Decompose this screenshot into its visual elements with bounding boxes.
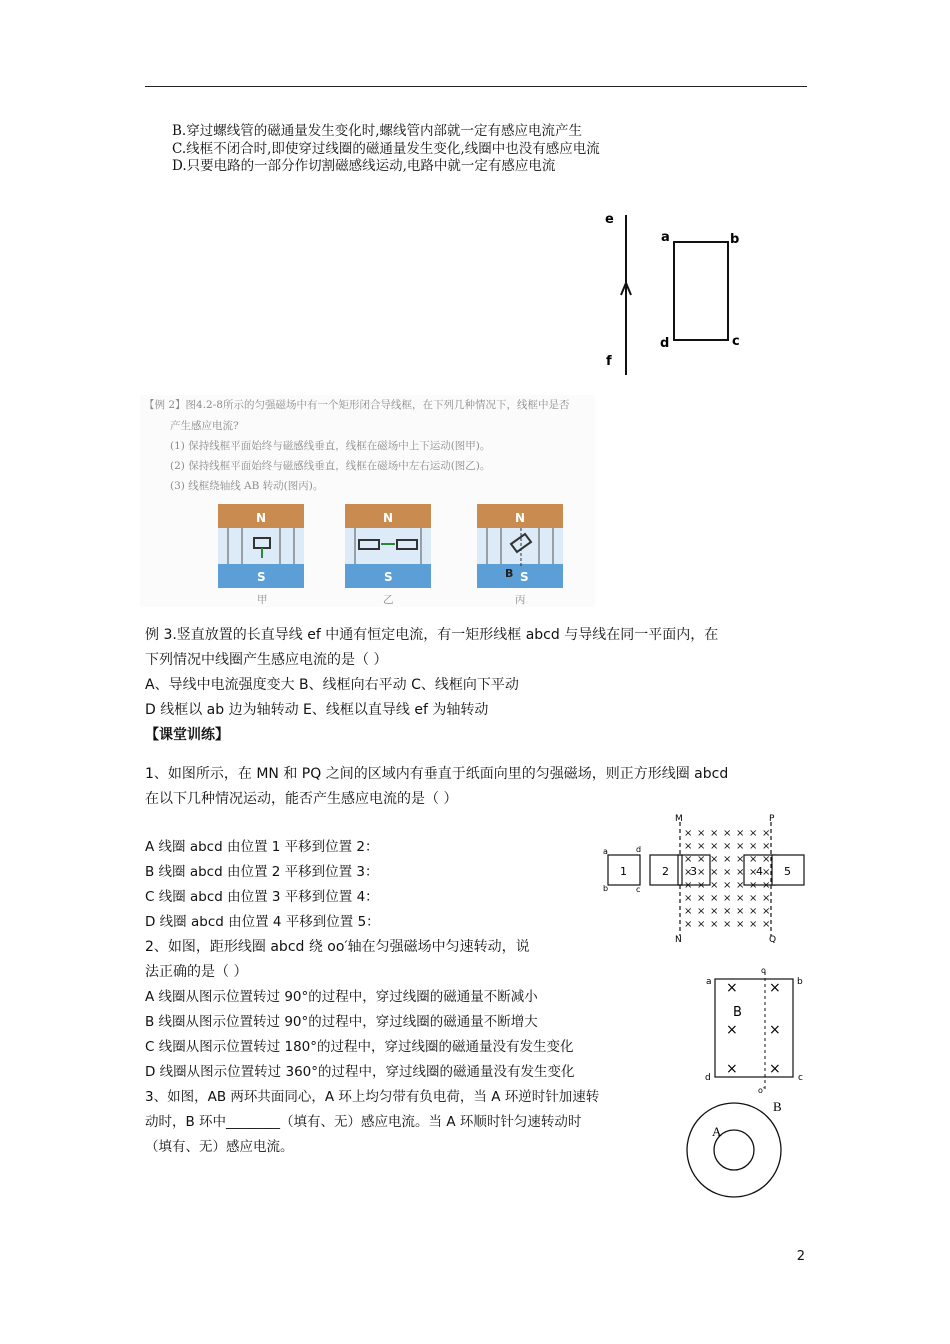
field-cross: ×	[723, 854, 732, 865]
field-cross: ×	[749, 841, 758, 852]
field-crosses	[684, 828, 770, 930]
ring-a-label: A	[712, 1124, 722, 1139]
caption-jia: 甲	[257, 594, 268, 606]
field-cross: ×	[749, 854, 758, 865]
example3-line1: 例 3.竖直放置的长直导线 ef 中通有恒定电流，有一矩形线框 abcd 与导线在同一平面内，在	[145, 627, 719, 643]
field-cross: ×	[723, 880, 732, 891]
q2-line2: 法正确的是（ ）	[145, 964, 248, 980]
rotating-coil-figure	[700, 962, 812, 1094]
field-cross: ×	[723, 906, 732, 917]
field-cross: ×	[762, 893, 771, 904]
example2-line2: 产生感应电流?	[170, 420, 239, 432]
field-cross: ×	[736, 828, 745, 839]
field-cross: ×	[697, 893, 706, 904]
pos-3: 3	[690, 865, 697, 878]
q2-line1: 2、如图，距形线圈 abcd 绕 oo′轴在匀强磁场中匀速转动，说	[145, 939, 530, 955]
field-cross: ×	[749, 867, 758, 878]
axis-b-label: B	[505, 567, 514, 580]
field-cross: ×	[684, 854, 693, 865]
south-label: S	[257, 570, 266, 584]
label-p: P	[769, 814, 775, 824]
loop-abcd	[674, 242, 728, 340]
sq-label-a: a	[603, 847, 608, 856]
magnet-bing	[477, 504, 563, 588]
label-e: e	[605, 212, 614, 227]
north-label: N	[256, 511, 267, 525]
field-cross: ×	[762, 854, 771, 865]
field-cross: ×	[710, 919, 719, 930]
field-cross: ×	[684, 841, 693, 852]
north-label: N	[515, 511, 526, 525]
coil-label-d: d	[705, 1073, 711, 1083]
page-number: 2	[796, 1249, 805, 1264]
field-cross: ×	[749, 919, 758, 930]
example3-options-1: A、导线中电流强度变大 B、线框向右平动 C、线框向下平动	[145, 677, 519, 693]
field-cross: ×	[723, 867, 732, 878]
field-cross: ×	[684, 893, 693, 904]
field-b-label: B	[733, 1005, 742, 1020]
field-cross: ×	[723, 828, 732, 839]
cross-1: ×	[726, 980, 738, 996]
cross-2: ×	[769, 980, 781, 996]
field-cross: ×	[697, 828, 706, 839]
q1-line1: 1、如图所示，在 MN 和 PQ 之间的区域内有垂直于纸面向里的匀强磁场，则正方形线圈 abcd	[145, 766, 729, 782]
field-cross: ×	[684, 880, 693, 891]
field-cross: ×	[736, 854, 745, 865]
q2-option-d: D 线圈从图示位置转过 360°的过程中，穿过线圈的磁通量没有发生变化	[145, 1064, 575, 1080]
label-b: b	[730, 232, 740, 247]
field-cross: ×	[749, 893, 758, 904]
field-cross: ×	[697, 880, 706, 891]
sq-label-b: b	[603, 884, 609, 893]
field-cross: ×	[749, 906, 758, 917]
ring-b	[687, 1103, 781, 1197]
cross-4: ×	[769, 1022, 781, 1038]
field-cross: ×	[749, 880, 758, 891]
field-cross: ×	[710, 893, 719, 904]
concentric-rings-figure	[680, 1090, 790, 1210]
field-cross: ×	[762, 919, 771, 930]
example3-options-2: D 线框以 ab 边为轴转动 E、线框以直导线 ef 为轴转动	[145, 702, 489, 718]
label-d: d	[660, 336, 670, 351]
label-a: a	[661, 230, 670, 245]
field-cross: ×	[697, 841, 706, 852]
south-label: S	[520, 570, 529, 584]
example2-item3: (3) 线框绕轴线 AB 转动(图丙)。	[170, 480, 324, 492]
q1-option-b: B 线圈 abcd 由位置 2 平移到位置 3：	[145, 864, 379, 880]
field-cross: ×	[697, 854, 706, 865]
pos-1: 1	[620, 865, 627, 878]
q2-option-c: C 线圈从图示位置转过 180°的过程中，穿过线圈的磁通量没有发生变化	[145, 1039, 574, 1055]
example2-heading: 【例 2】图4.2-8所示的匀强磁场中有一个矩形闭合导线框，在下列几种情况下，线框中是否	[144, 399, 570, 411]
field-cross: ×	[684, 867, 693, 878]
label-n: N	[675, 935, 682, 944]
field-cross: ×	[762, 828, 771, 839]
field-cross: ×	[762, 906, 771, 917]
caption-yi: 乙	[383, 594, 394, 606]
q1-option-a: A 线圈 abcd 由位置 1 平移到位置 2：	[145, 839, 379, 855]
option-b-prev: B.穿过螺线管的磁通量发生变化时,螺线管内部就一定有感应电流产生	[172, 123, 583, 139]
field-cross: ×	[684, 828, 693, 839]
option-d-prev: D.只要电路的一部分作切割磁感线运动,电路中就一定有感应电流	[172, 158, 556, 174]
ring-b-label: B	[773, 1099, 782, 1114]
q1-option-d: D 线圈 abcd 由位置 4 平移到位置 5：	[145, 914, 380, 930]
option-c-prev: C.线框不闭合时,即使穿过线圈的磁通量发生变化,线圈中也没有感应电流	[172, 141, 600, 157]
field-cross: ×	[736, 919, 745, 930]
field-cross: ×	[736, 867, 745, 878]
example2-item2: (2) 保持线框平面始终与磁感线垂直，线框在磁场中左右运动(图乙)。	[170, 460, 491, 472]
cross-5: ×	[726, 1061, 738, 1077]
pos-2: 2	[662, 865, 669, 878]
top-rule	[145, 86, 807, 87]
field-cross: ×	[710, 906, 719, 917]
field-cross: ×	[736, 841, 745, 852]
south-label: S	[384, 570, 393, 584]
label-q: Q	[769, 935, 777, 944]
magnet-jia	[218, 504, 304, 588]
caption-bing: 丙	[515, 594, 526, 606]
example3-line2: 下列情况中线圈产生感应电流的是（ ）	[145, 652, 388, 668]
axis-label-o: o	[761, 966, 766, 975]
label-m: M	[675, 814, 683, 824]
field-cross: ×	[710, 828, 719, 839]
q3-line1: 3、如图，AB 两环共面同心，A 环上均匀带有负电荷，当 A 环逆时针加速转	[145, 1089, 600, 1105]
north-label: N	[383, 511, 394, 525]
q2-option-a: A 线圈从图示位置转过 90°的过程中，穿过线圈的磁通量不断减小	[145, 989, 538, 1005]
cross-3: ×	[726, 1022, 738, 1038]
field-cross: ×	[697, 867, 706, 878]
coil-label-b: b	[797, 977, 803, 987]
field-cross: ×	[684, 906, 693, 917]
field-cross: ×	[710, 880, 719, 891]
pos-5: 5	[784, 865, 791, 878]
pos-4: 4	[756, 865, 763, 878]
field-cross: ×	[749, 828, 758, 839]
sq-label-c: c	[636, 885, 641, 894]
q3-line2: 动时，B 环中________（填有、无）感应电流。当 A 环顺时针匀速转动时	[145, 1114, 582, 1130]
example2-item1: (1) 保持线框平面始终与磁感线垂直，线框在磁场中上下运动(图甲)。	[170, 440, 491, 452]
coil-label-c: c	[798, 1073, 803, 1083]
field-cross: ×	[697, 906, 706, 917]
section-title: 【课堂训练】	[145, 727, 229, 743]
q3-line3: （填有、无）感应电流。	[145, 1139, 294, 1155]
sq-label-d: d	[636, 845, 642, 854]
field-cross: ×	[710, 841, 719, 852]
field-cross: ×	[723, 841, 732, 852]
field-cross: ×	[723, 893, 732, 904]
coil-label-a: a	[706, 977, 712, 987]
field-cross: ×	[762, 880, 771, 891]
q2-option-b: B 线圈从图示位置转过 90°的过程中，穿过线圈的磁通量不断增大	[145, 1014, 538, 1030]
label-c: c	[732, 334, 740, 349]
q1-option-c: C 线圈 abcd 由位置 3 平移到位置 4：	[145, 889, 379, 905]
field-cross: ×	[710, 854, 719, 865]
example2-image	[140, 395, 595, 607]
field-cross: ×	[736, 880, 745, 891]
q1-line2: 在以下几种情况运动，能否产生感应电流的是（ ）	[145, 791, 458, 807]
field-cross: ×	[762, 867, 771, 878]
axis-label-o-prime: o′	[758, 1086, 765, 1094]
label-f: f	[606, 354, 612, 369]
magnet-yi	[345, 504, 431, 588]
field-cross: ×	[736, 893, 745, 904]
wire-loop-figure	[596, 205, 756, 380]
field-cross: ×	[723, 919, 732, 930]
field-cross: ×	[697, 919, 706, 930]
cross-6: ×	[769, 1061, 781, 1077]
field-cross: ×	[736, 906, 745, 917]
field-cross: ×	[684, 919, 693, 930]
field-cross: ×	[762, 841, 771, 852]
field-positions-figure	[600, 812, 810, 944]
field-cross: ×	[710, 867, 719, 878]
